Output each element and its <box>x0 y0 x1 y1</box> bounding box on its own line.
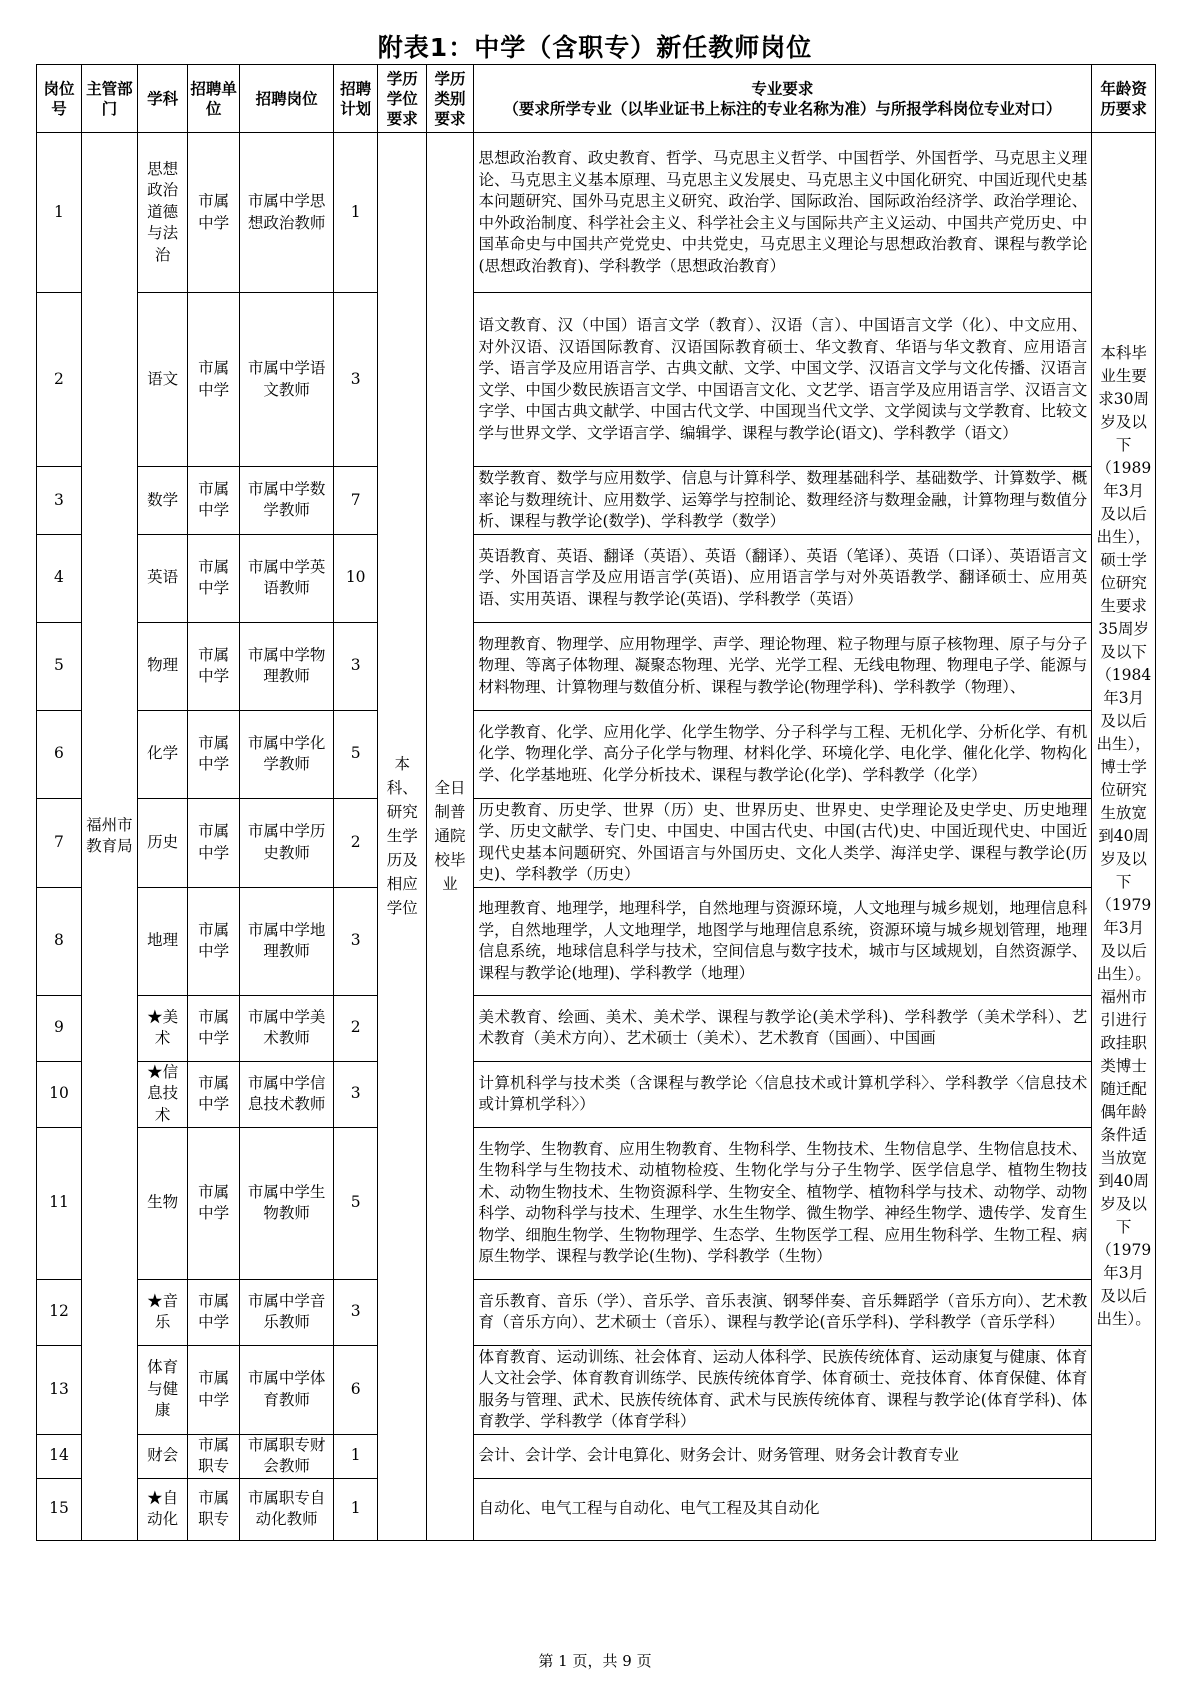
major-requirement-cell: 数学教育、数学与应用数学、信息与计算科学、数理基础科学、基础数学、计算数学、概率论与数理统计、应用数学、运筹学与控制论、数理经济与数理金融，计算物理与数值分析、课程与教学论(数学)、学科教学（数学） <box>473 467 1092 535</box>
subject-cell: ★信息技术 <box>137 1061 187 1127</box>
table-row <box>37 133 1156 293</box>
table-row <box>37 1434 1156 1478</box>
post-number-cell: 9 <box>37 995 82 1061</box>
header-degree: 学历学位要求 <box>378 65 427 133</box>
major-requirement-cell: 生物学、生物教育、应用生物教育、生物科学、生物技术、生物信息学、生物信息技术、生物科学与生物技术、动植物检疫、生物化学与分子生物学、医学信息学、植物生物技术、动物生物技术、生物资源科学、生物安全、植物学、植物科学与技术、动物学、动物科学、动物科学与技术、生理学、水生生物学、微生物学、神经生物学、遗传学、发育生物学、细胞生物学、生物物理学、生态学、生物医学工程、应用生物科学、生物工程、病原生物学、课程与教学论(生物)、学科教学（生物） <box>473 1127 1092 1279</box>
unit-cell: 市属中学 <box>188 1279 240 1345</box>
header-unit: 招聘单位 <box>188 65 240 133</box>
header-dept: 主管部门 <box>81 65 137 133</box>
plan-cell: 3 <box>334 293 378 467</box>
edu-type-cell: 全日制普通院校毕业 <box>427 133 473 1541</box>
post-number-cell: 12 <box>37 1279 82 1345</box>
table-row <box>37 467 1156 535</box>
position-cell: 市属中学音乐教师 <box>239 1279 333 1345</box>
unit-cell: 市属中学 <box>188 534 240 622</box>
subject-cell: 体育与健康 <box>137 1345 187 1434</box>
major-requirement-cell: 物理教育、物理学、应用物理学、声学、理论物理、粒子物理与原子核物理、原子与分子物理、等离子体物理、凝聚态物理、光学、光学工程、无线电物理、物理电子学、能源与材料物理、计算物理与数值分析、课程与教学论(物理学科)、学科教学（物理）、 <box>473 622 1092 710</box>
plan-cell: 1 <box>334 133 378 293</box>
position-cell: 市属中学美术教师 <box>239 995 333 1061</box>
header-major <box>473 65 1092 133</box>
unit-cell: 市属中学 <box>188 710 240 798</box>
post-number-cell: 14 <box>37 1434 82 1478</box>
post-number-cell: 10 <box>37 1061 82 1127</box>
major-requirement-cell: 历史教育、历史学、世界（历）史、世界历史、世界史、史学理论及史学史、历史地理学、历史文献学、专门史、中国史、中国古代史、中国(古代)史、中国近现代史、中国近现代史基本问题研究、外国语言与外国历史、文化人类学、海洋史学、课程与教学论(历史)、学科教学（历史） <box>473 798 1092 887</box>
header-post-no: 岗位号 <box>37 65 82 133</box>
position-cell: 市属中学化学教师 <box>239 710 333 798</box>
plan-cell: 5 <box>334 1127 378 1279</box>
header-plan: 招聘计划 <box>334 65 378 133</box>
positions-table <box>36 64 1156 1541</box>
major-requirement-cell: 语文教育、汉（中国）语言文学（教育）、汉语（言）、中国语言文学（化）、中文应用、对外汉语、汉语国际教育、汉语国际教育硕士、华文教育、华语与华文教育、应用语言学、语言学及应用语言学、古典文献、文学、中国文学、汉语言文学与文化传播、汉语言文学、中国少数民族语言文学、中国语言文化、文艺学、语言学及应用语言学、汉语言文字学、中国古典文献学、中国古代文学、中国现当代文学、文学阅读与文学教育、比较文学与世界文学、文学语言学、编辑学、课程与教学论(语文)、学科教学（语文） <box>473 293 1092 467</box>
major-requirement-cell: 体育教育、运动训练、社会体育、运动人体科学、民族传统体育、运动康复与健康、体育人文社会学、体育教育训练学、民族传统体育学、体育硕士、竞技体育、体育保健、体育服务与管理、武术、民族传统体育、武术与民族传统体育、课程与教学论(体育学科)、体育教学、学科教学（体育学科） <box>473 1345 1092 1434</box>
position-cell: 市属中学历史教师 <box>239 798 333 887</box>
subject-cell: 语文 <box>137 293 187 467</box>
post-number-cell: 7 <box>37 798 82 887</box>
plan-cell: 3 <box>334 1061 378 1127</box>
table-row <box>37 622 1156 710</box>
position-cell: 市属中学体育教师 <box>239 1345 333 1434</box>
header-subject: 学科 <box>137 65 187 133</box>
unit-cell: 市属中学 <box>188 887 240 995</box>
table-row <box>37 995 1156 1061</box>
unit-cell: 市属中学 <box>188 622 240 710</box>
plan-cell: 6 <box>334 1345 378 1434</box>
subject-cell: 思想政治道德与法治 <box>137 133 187 293</box>
table-row <box>37 534 1156 622</box>
post-number-cell: 2 <box>37 293 82 467</box>
unit-cell: 市属中学 <box>188 133 240 293</box>
subject-cell: 生物 <box>137 1127 187 1279</box>
table-row <box>37 1478 1156 1540</box>
plan-cell: 3 <box>334 1279 378 1345</box>
plan-cell: 10 <box>334 534 378 622</box>
plan-cell: 2 <box>334 995 378 1061</box>
position-cell: 市属中学信息技术教师 <box>239 1061 333 1127</box>
table-row <box>37 1345 1156 1434</box>
page-footer: 第 1 页，共 9 页 <box>538 1652 652 1670</box>
header-edu-type: 学历类别要求 <box>427 65 473 133</box>
post-number-cell: 8 <box>37 887 82 995</box>
table-body <box>37 133 1156 1541</box>
major-requirement-cell: 自动化、电气工程与自动化、电气工程及其自动化 <box>473 1478 1092 1540</box>
post-number-cell: 3 <box>37 467 82 535</box>
unit-cell: 市属中学 <box>188 1345 240 1434</box>
major-requirement-cell: 英语教育、英语、翻译（英语）、英语（翻译）、英语（笔译）、英语（口译）、英语语言文学、外国语言学及应用语言学(英语)、应用语言学与对外英语教学、翻译硕士、应用英语、实用英语、课程与教学论(英语)、学科教学（英语） <box>473 534 1092 622</box>
plan-cell: 3 <box>334 887 378 995</box>
major-requirement-cell: 思想政治教育、政史教育、哲学、马克思主义哲学、中国哲学、外国哲学、马克思主义理论、马克思主义基本原理、马克思主义发展史、马克思主义中国化研究、中国近现代史基本问题研究、国外马克思主义研究、政治学、国际政治、国际政治经济学、政治学理论、中外政治制度、科学社会主义、科学社会主义与国际共产主义运动、中国共产党历史、中国革命史与中国共产党党史、中共党史，马克思主义理论与思想政治教育、课程与教学论(思想政治教育)、学科教学（思想政治教育） <box>473 133 1092 293</box>
table-row <box>37 710 1156 798</box>
subject-cell: ★美术 <box>137 995 187 1061</box>
unit-cell: 市属中学 <box>188 798 240 887</box>
header-major-note: （要求所学专业（以毕业证书上标注的专业名称为准）与所报学科岗位专业对口） <box>503 99 1062 118</box>
position-cell: 市属中学生物教师 <box>239 1127 333 1279</box>
plan-cell: 5 <box>334 710 378 798</box>
plan-cell: 2 <box>334 798 378 887</box>
unit-cell: 市属职专 <box>188 1478 240 1540</box>
degree-cell: 本科、研究生学历及相应学位 <box>378 133 427 1541</box>
post-number-cell: 13 <box>37 1345 82 1434</box>
subject-cell: 地理 <box>137 887 187 995</box>
age-requirement-cell: 本科毕业生要求30周岁及以下（1989年3月及以后出生），硕士学位研究生要求35周岁及以下（1984年3月及以后出生），博士学位研究生放宽到40周岁及以下（1979年3月及以后出生）。福州市引进行政挂职类博士随迁配偶年龄条件适当放宽到40周岁及以下（1979年3月及以后出生）。 <box>1092 133 1156 1541</box>
major-requirement-cell: 化学教育、化学、应用化学、化学生物学、分子科学与工程、无机化学、分析化学、有机化学、物理化学、高分子化学与物理、材料化学、环境化学、电化学、催化化学、物构化学、化学基地班、化学分析技术、课程与教学论(化学)、学科教学（化学） <box>473 710 1092 798</box>
major-requirement-cell: 地理教育、地理学，地理科学，自然地理与资源环境，人文地理与城乡规划，地理信息科学，自然地理学，人文地理学，地图学与地理信息系统，资源环境与城乡规划管理，地理信息系统，地球信息科学与技术，空间信息与数字技术，城市与区域规划，自然资源学、课程与教学论(地理)、学科教学（地理） <box>473 887 1092 995</box>
plan-cell: 7 <box>334 467 378 535</box>
plan-cell: 1 <box>334 1434 378 1478</box>
post-number-cell: 1 <box>37 133 82 293</box>
major-requirement-cell: 音乐教育、音乐（学）、音乐学、音乐表演、钢琴伴奏、音乐舞蹈学（音乐方向）、艺术教育（音乐方向）、艺术硕士（音乐）、课程与教学论(音乐学科)、学科教学（音乐学科） <box>473 1279 1092 1345</box>
unit-cell: 市属中学 <box>188 293 240 467</box>
header-row <box>37 65 1156 133</box>
dept-cell: 福州市教育局 <box>81 133 137 1541</box>
post-number-cell: 15 <box>37 1478 82 1540</box>
table-row <box>37 1061 1156 1127</box>
table-row <box>37 887 1156 995</box>
table-row <box>37 1127 1156 1279</box>
plan-cell: 1 <box>334 1478 378 1540</box>
subject-cell: ★自动化 <box>137 1478 187 1540</box>
post-number-cell: 5 <box>37 622 82 710</box>
table-row <box>37 798 1156 887</box>
plan-cell: 3 <box>334 622 378 710</box>
page-title: 附表1：中学（含职专）新任教师岗位 <box>377 33 813 62</box>
table-row <box>37 1279 1156 1345</box>
unit-cell: 市属职专 <box>188 1434 240 1478</box>
position-cell: 市属中学物理教师 <box>239 622 333 710</box>
major-requirement-cell: 会计、会计学、会计电算化、财务会计、财务管理、财务会计教育专业 <box>473 1434 1092 1478</box>
subject-cell: 英语 <box>137 534 187 622</box>
post-number-cell: 6 <box>37 710 82 798</box>
subject-cell: 财会 <box>137 1434 187 1478</box>
table-row <box>37 293 1156 467</box>
unit-cell: 市属中学 <box>188 995 240 1061</box>
post-number-cell: 4 <box>37 534 82 622</box>
position-cell: 市属职专财会教师 <box>239 1434 333 1478</box>
subject-cell: 化学 <box>137 710 187 798</box>
position-cell: 市属中学语文教师 <box>239 293 333 467</box>
major-requirement-cell: 美术教育、绘画、美术、美术学、课程与教学论(美术学科)、学科教学（美术学科）、艺术教育（美术方向）、艺术硕士（美术）、艺术教育（国画）、中国画 <box>473 995 1092 1061</box>
subject-cell: 历史 <box>137 798 187 887</box>
subject-cell: ★音乐 <box>137 1279 187 1345</box>
unit-cell: 市属中学 <box>188 467 240 535</box>
position-cell: 市属中学英语教师 <box>239 534 333 622</box>
post-number-cell: 11 <box>37 1127 82 1279</box>
unit-cell: 市属中学 <box>188 1061 240 1127</box>
subject-cell: 物理 <box>137 622 187 710</box>
position-cell: 市属中学数学教师 <box>239 467 333 535</box>
header-position: 招聘岗位 <box>239 65 333 133</box>
header-age: 年龄资历要求 <box>1092 65 1156 133</box>
position-cell: 市属职专自动化教师 <box>239 1478 333 1540</box>
unit-cell: 市属中学 <box>188 1127 240 1279</box>
header-major-title: 专业要求 <box>751 79 814 98</box>
position-cell: 市属中学地理教师 <box>239 887 333 995</box>
subject-cell: 数学 <box>137 467 187 535</box>
position-cell: 市属中学思想政治教师 <box>239 133 333 293</box>
major-requirement-cell: 计算机科学与技术类（含课程与教学论〈信息技术或计算机学科〉、学科教学〈信息技术或计算机学科〉） <box>473 1061 1092 1127</box>
